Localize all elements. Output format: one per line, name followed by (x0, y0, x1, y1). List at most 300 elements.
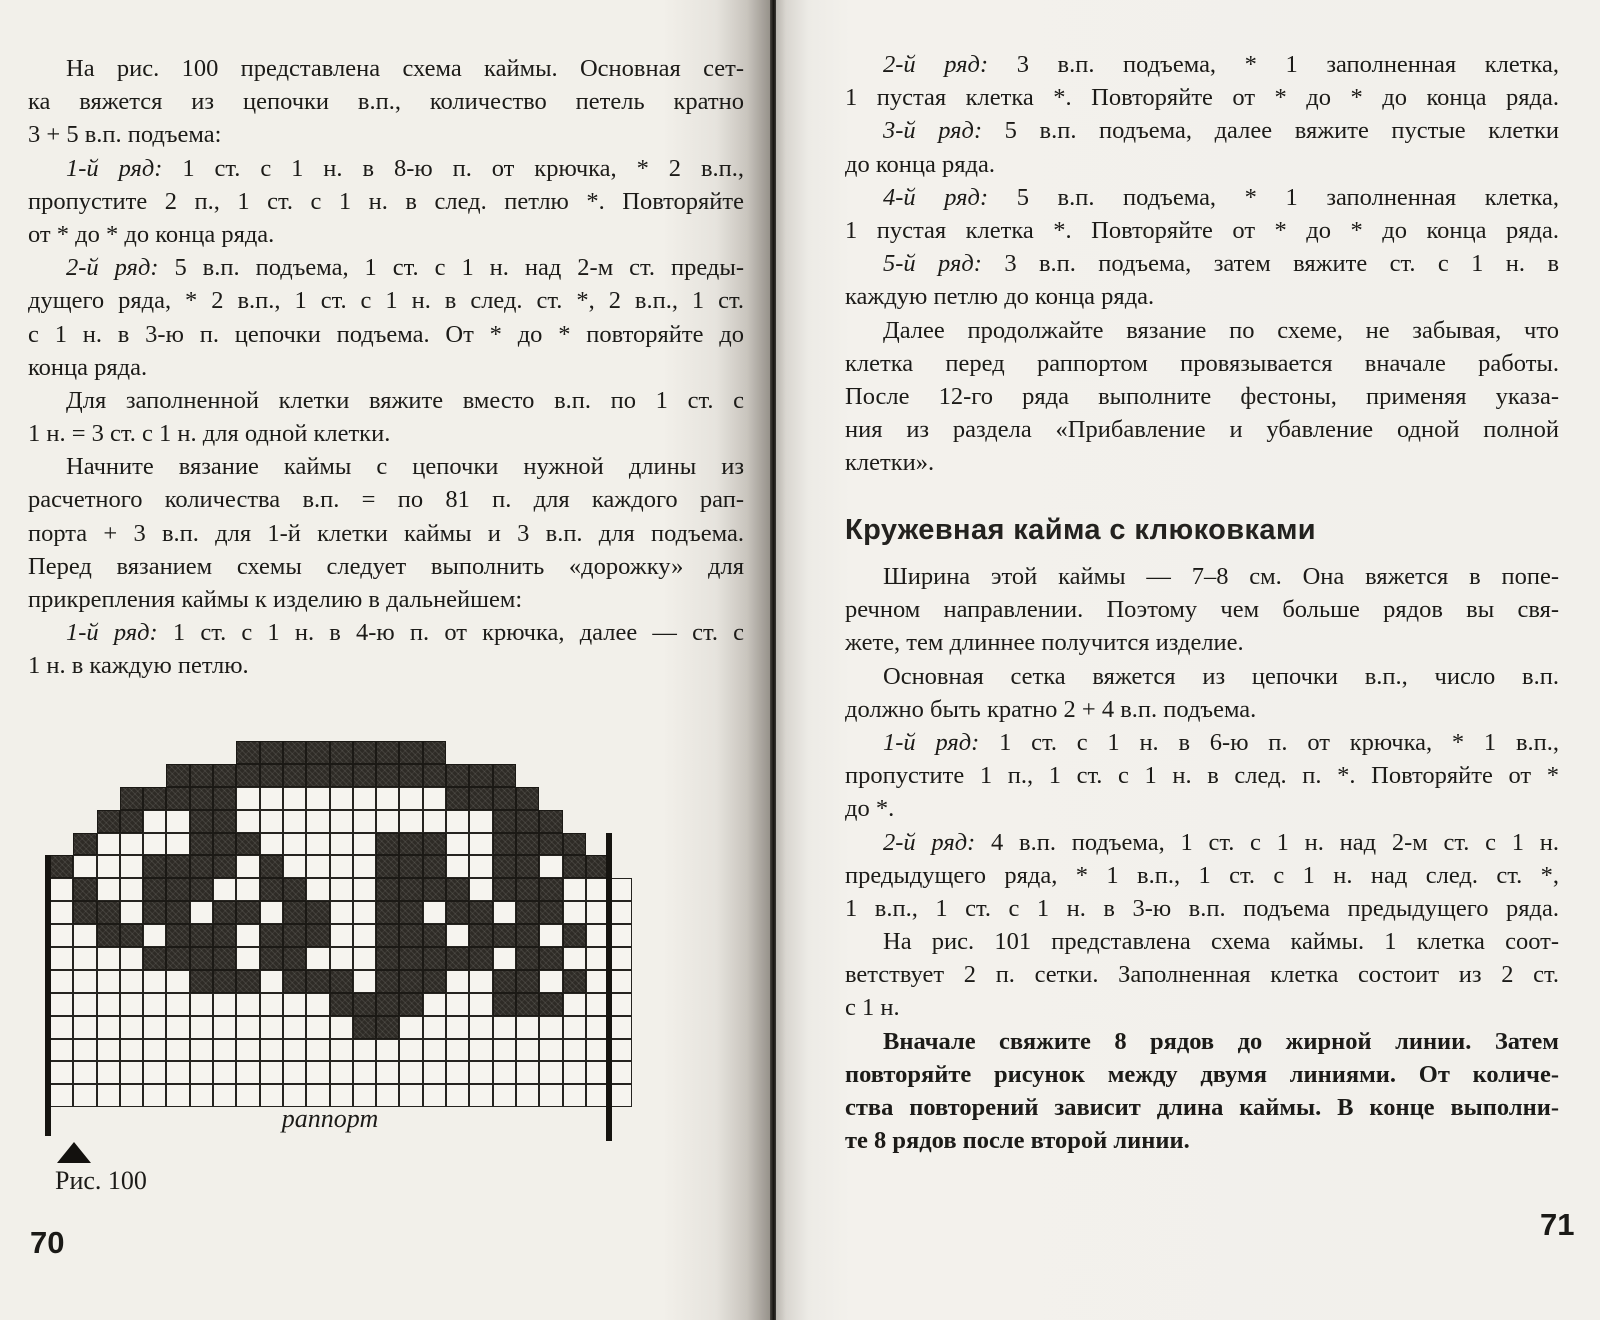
chart-cell-filled (516, 901, 539, 924)
chart-cell-filled (516, 878, 539, 901)
chart-cell-empty (120, 1039, 143, 1062)
chart-cell-empty (260, 833, 283, 856)
chart-cell-filled (260, 741, 283, 764)
chart-cell-empty (330, 855, 353, 878)
text-line: повторяйте рисунок между двумя линиями. От количе- (845, 1060, 1559, 1088)
chart-cell-empty (166, 833, 189, 856)
figure-marker-triangle-icon (57, 1142, 91, 1163)
chart-cell-filled (423, 947, 446, 970)
chart-cell-filled (539, 947, 562, 970)
chart-cell-filled (213, 787, 236, 810)
chart-cell-empty (353, 924, 376, 947)
chart-cell-filled (166, 787, 189, 810)
chart-cell-empty (283, 1016, 306, 1039)
text-line: от * до * до конца ряда. (28, 220, 275, 248)
chart-cell-empty (236, 855, 259, 878)
text-line: 3-й ряд: 5 в.п. подъема, далее вяжите пустые клетки (883, 117, 1559, 145)
chart-cell-filled (469, 947, 492, 970)
chart-cell-filled (376, 855, 399, 878)
chart-cell-filled (493, 993, 516, 1016)
text-line: 4-й ряд: 5 в.п. подъема, * 1 заполненная клетка, (883, 183, 1559, 211)
chart-cell-empty (50, 901, 73, 924)
figure-caption: Рис. 100 (55, 1166, 147, 1195)
chart-cell-empty (516, 1061, 539, 1084)
chart-cell-empty (539, 1084, 562, 1107)
chart-cell-empty (190, 1061, 213, 1084)
chart-cell-empty (306, 833, 329, 856)
chart-cell-empty (563, 1039, 586, 1062)
chart-cell-empty (97, 833, 120, 856)
chart-cell-filled (376, 878, 399, 901)
chart-cell-empty (446, 993, 469, 1016)
chart-cell-empty (353, 1061, 376, 1084)
chart-cell-filled (423, 855, 446, 878)
chart-cell-empty (236, 1061, 259, 1084)
chart-cell-filled (97, 924, 120, 947)
right-page-text-bottom (845, 560, 1559, 1157)
chart-cell-filled (120, 810, 143, 833)
chart-cell-empty (120, 1084, 143, 1107)
chart-cell-filled (143, 901, 166, 924)
chart-cell-filled (376, 993, 399, 1016)
chart-cell-empty (97, 1039, 120, 1062)
chart-cell-empty (469, 833, 492, 856)
text-line: Основная сетка вяжется из цепочки в.п., число в.п. (883, 662, 1559, 690)
chart-cell-empty (493, 1039, 516, 1062)
chart-cell-empty (446, 1039, 469, 1062)
chart-cell-empty (493, 1084, 516, 1107)
chart-cell-empty (306, 947, 329, 970)
chart-cell-empty (446, 833, 469, 856)
chart-cell-filled (190, 787, 213, 810)
chart-cell-empty (260, 810, 283, 833)
chart-cell-empty (423, 810, 446, 833)
chart-cell-filled (283, 741, 306, 764)
chart-cell-filled (539, 810, 562, 833)
chart-cell-empty (190, 1039, 213, 1062)
chart-cell-empty (73, 924, 96, 947)
text-line: 3 + 5 в.п. подъема: (28, 121, 222, 149)
chart-cell-empty (539, 1016, 562, 1039)
chart-cell-empty (73, 993, 96, 1016)
chart-cell-empty (353, 1039, 376, 1062)
text-line: 2-й ряд: 4 в.п. подъема, 1 ст. с 1 н. над 2-м ст. с 1 н. (883, 828, 1559, 856)
chart-cell-filled (539, 901, 562, 924)
chart-cell-filled (190, 947, 213, 970)
chart-cell-filled (50, 855, 73, 878)
chart-cell-empty (236, 787, 259, 810)
text-line: до конца ряда. (845, 150, 995, 178)
chart-cell-empty (73, 970, 96, 993)
chart-cell-filled (213, 855, 236, 878)
chart-cell-empty (493, 901, 516, 924)
chart-cell-filled (563, 924, 586, 947)
chart-cell-filled (330, 741, 353, 764)
chart-cell-filled (376, 901, 399, 924)
chart-cell-filled (353, 1016, 376, 1039)
chart-cell-filled (493, 764, 516, 787)
chart-cell-empty (609, 1061, 632, 1084)
text-line: ства повторений зависит длина каймы. В конце выполни- (845, 1094, 1559, 1121)
chart-cell-filled (376, 947, 399, 970)
chart-cell-filled (213, 924, 236, 947)
chart-cell-empty (120, 993, 143, 1016)
chart-cell-empty (563, 1016, 586, 1039)
chart-cell-filled (399, 764, 422, 787)
chart-cell-empty (236, 1016, 259, 1039)
chart-cell-empty (120, 947, 143, 970)
chart-cell-empty (283, 993, 306, 1016)
text-line: 5-й ряд: 3 в.п. подъема, затем вяжите ст. с 1 н. в (883, 250, 1559, 278)
chart-cell-filled (260, 764, 283, 787)
chart-cell-empty (423, 1016, 446, 1039)
chart-cell-empty (306, 1016, 329, 1039)
chart-cell-empty (330, 833, 353, 856)
text-line: пропустите 1 п., 1 ст. с 1 н. в след. п. *. Повторяйте от * (845, 762, 1559, 790)
chart-cell-filled (330, 993, 353, 1016)
chart-cell-empty (260, 1016, 283, 1039)
chart-cell-empty (423, 901, 446, 924)
text-line: Перед вязанием схемы следует выполнить «дорожку» для (28, 552, 744, 580)
chart-cell-filled (469, 764, 492, 787)
chart-cell-filled (493, 855, 516, 878)
chart-cell-empty (236, 947, 259, 970)
chart-cell-filled (306, 764, 329, 787)
text-line: На рис. 100 представлена схема каймы. Основная сет- (66, 55, 744, 82)
chart-cell-empty (469, 970, 492, 993)
chart-cell-empty (190, 993, 213, 1016)
chart-cell-filled (399, 924, 422, 947)
chart-cell-empty (190, 1084, 213, 1107)
chart-cell-empty (330, 947, 353, 970)
chart-cell-empty (260, 1039, 283, 1062)
chart-cell-filled (190, 810, 213, 833)
chart-cell-empty (609, 924, 632, 947)
chart-cell-empty (306, 1061, 329, 1084)
chart-cell-empty (306, 787, 329, 810)
text-line: Начните вязание каймы с цепочки нужной длины из (66, 453, 744, 481)
chart-cell-empty (423, 787, 446, 810)
chart-cell-empty (469, 1039, 492, 1062)
chart-cell-filled (446, 878, 469, 901)
chart-cell-filled (399, 741, 422, 764)
chart-cell-empty (516, 1084, 539, 1107)
chart-cell-empty (120, 878, 143, 901)
chart-cell-filled (469, 924, 492, 947)
chart-cell-empty (493, 1061, 516, 1084)
left-page (0, 0, 770, 1320)
chart-cell-empty (166, 1084, 189, 1107)
chart-cell-filled (539, 833, 562, 856)
chart-cell-empty (563, 1061, 586, 1084)
chart-cell-filled (446, 764, 469, 787)
chart-cell-empty (609, 1084, 632, 1107)
chart-cell-empty (190, 1016, 213, 1039)
chart-cell-empty (469, 855, 492, 878)
chart-cell-empty (353, 855, 376, 878)
chart-cell-filled (97, 901, 120, 924)
chart-cell-empty (469, 1016, 492, 1039)
chart-cell-empty (120, 855, 143, 878)
chart-cell-filled (493, 810, 516, 833)
chart-cell-filled (166, 947, 189, 970)
text-line: ка вяжется из цепочки в.п., количество петель кратно (28, 88, 744, 116)
chart-cell-empty (469, 993, 492, 1016)
chart-cell-empty (73, 1061, 96, 1084)
chart-cell-empty (236, 878, 259, 901)
chart-cell-filled (423, 970, 446, 993)
chart-cell-empty (143, 833, 166, 856)
chart-cell-empty (330, 878, 353, 901)
chart-cell-empty (283, 1061, 306, 1084)
page-number-left: 70 (30, 1225, 65, 1260)
chart-cell-empty (143, 993, 166, 1016)
chart-cell-empty (469, 810, 492, 833)
chart-cell-empty (376, 1061, 399, 1084)
text-line: ветствует 2 п. сетки. Заполненная клетка состоит из 2 ст. (845, 961, 1559, 989)
chart-cell-filled (399, 855, 422, 878)
chart-cell-filled (563, 970, 586, 993)
chart-cell-empty (213, 878, 236, 901)
chart-cell-empty (143, 924, 166, 947)
chart-cell-filled (330, 970, 353, 993)
chart-cell-empty (539, 1039, 562, 1062)
text-line: 1 в.п., 1 ст. с 1 н. в 3-ю в.п. подъема предыдущего ряда. (845, 894, 1559, 922)
chart-cell-filled (213, 970, 236, 993)
chart-cell-empty (260, 901, 283, 924)
chart-cell-empty (50, 878, 73, 901)
text-line: порта + 3 в.п. для 1-й клетки каймы и 3 в.п. для подъема. (28, 519, 744, 547)
chart-cell-filled (516, 947, 539, 970)
chart-cell-empty (73, 1016, 96, 1039)
chart-cell-filled (190, 764, 213, 787)
chart-cell-empty (446, 924, 469, 947)
chart-cell-filled (376, 833, 399, 856)
chart-cell-empty (516, 1039, 539, 1062)
chart-cell-filled (283, 947, 306, 970)
chart-cell-empty (539, 1061, 562, 1084)
text-line: ния из раздела «Прибавление и убавление одной полной (845, 416, 1559, 444)
chart-cell-empty (330, 1039, 353, 1062)
chart-cell-filled (423, 924, 446, 947)
text-line: 1-й ряд: 1 ст. с 1 н. в 6-ю п. от крючка, * 1 в.п., (883, 728, 1559, 756)
chart-cell-filled (516, 970, 539, 993)
text-line: конца ряда. (28, 353, 148, 381)
chart-cell-empty (236, 1039, 259, 1062)
chart-cell-empty (143, 1039, 166, 1062)
chart-cell-filled (166, 855, 189, 878)
chart-cell-empty (283, 810, 306, 833)
chart-cell-filled (423, 764, 446, 787)
text-line: Вначале свяжите 8 рядов до жирной линии. Затем (883, 1027, 1559, 1055)
chart-cell-empty (446, 1061, 469, 1084)
chart-cell-empty (73, 947, 96, 970)
text-line: 1 н. в каждую петлю. (28, 652, 249, 680)
chart-cell-filled (143, 878, 166, 901)
chart-cell-filled (376, 741, 399, 764)
chart-cell-empty (423, 993, 446, 1016)
text-line: предыдущего ряда, * 1 в.п., 1 ст. с 1 н. над след. ст. *, (845, 861, 1559, 889)
rapport-right-boundary-line (606, 833, 612, 1141)
chart-cell-empty (50, 947, 73, 970)
chart-cell-empty (213, 1039, 236, 1062)
chart-cell-empty (120, 1061, 143, 1084)
chart-cell-filled (493, 787, 516, 810)
chart-cell-empty (120, 970, 143, 993)
chart-cell-empty (399, 787, 422, 810)
chart-cell-filled (353, 993, 376, 1016)
chart-cell-empty (469, 1084, 492, 1107)
chart-cell-empty (97, 947, 120, 970)
text-line: речном направлении. Поэтому чем больше рядов вы свя- (845, 596, 1559, 624)
chart-cell-empty (97, 970, 120, 993)
chart-cell-filled (166, 924, 189, 947)
chart-cell-filled (563, 833, 586, 856)
chart-cell-empty (446, 810, 469, 833)
text-line: с 1 н. в 3-ю п. цепочки подъема. От * до * повторяйте до (28, 320, 744, 348)
right-page (776, 0, 1600, 1320)
chart-cell-empty (73, 855, 96, 878)
chart-cell-empty (166, 993, 189, 1016)
chart-cell-empty (97, 1061, 120, 1084)
chart-cell-empty (330, 1061, 353, 1084)
chart-cell-empty (446, 970, 469, 993)
chart-cell-filled (446, 901, 469, 924)
chart-cell-empty (446, 1016, 469, 1039)
chart-cell-filled (236, 741, 259, 764)
chart-cell-filled (376, 764, 399, 787)
chart-cell-filled (330, 764, 353, 787)
chart-cell-filled (236, 901, 259, 924)
chart-cell-empty (73, 1084, 96, 1107)
chart-cell-filled (143, 947, 166, 970)
chart-cell-filled (260, 855, 283, 878)
chart-cell-filled (516, 787, 539, 810)
chart-cell-empty (330, 810, 353, 833)
chart-cell-filled (399, 993, 422, 1016)
chart-cell-empty (353, 901, 376, 924)
chart-cell-filled (260, 924, 283, 947)
text-line: После 12-го ряда выполните фестоны, применяя указа- (845, 382, 1559, 410)
chart-cell-empty (376, 1039, 399, 1062)
chart-cell-empty (283, 1039, 306, 1062)
chart-cell-empty (306, 993, 329, 1016)
chart-cell-filled (166, 878, 189, 901)
chart-cell-empty (423, 1039, 446, 1062)
chart-cell-filled (306, 901, 329, 924)
chart-cell-empty (609, 993, 632, 1016)
chart-cell-empty (609, 1016, 632, 1039)
text-line: Ширина этой каймы — 7–8 см. Она вяжется в попе- (883, 563, 1559, 590)
chart-cell-filled (516, 810, 539, 833)
chart-cell-empty (283, 855, 306, 878)
text-line: 1-й ряд: 1 ст. с 1 н. в 4-ю п. от крючка, далее — ст. с (66, 619, 744, 647)
chart-cell-filled (516, 993, 539, 1016)
chart-cell-empty (50, 924, 73, 947)
chart-cell-empty (563, 947, 586, 970)
chart-cell-filled (190, 970, 213, 993)
chart-cell-empty (143, 810, 166, 833)
chart-cell-empty (236, 993, 259, 1016)
chart-cell-filled (353, 764, 376, 787)
text-line: Далее продолжайте вязание по схеме, не забывая, что (883, 316, 1559, 344)
chart-cell-filled (376, 924, 399, 947)
chart-cell-empty (306, 810, 329, 833)
chart-cell-filled (213, 810, 236, 833)
left-page-text (28, 52, 744, 683)
text-line: 1-й ряд: 1 ст. с 1 н. в 8-ю п. от крючка, * 2 в.п., (66, 154, 744, 182)
chart-cell-empty (97, 855, 120, 878)
chart-cell-filled (423, 741, 446, 764)
text-line: каждую петлю до конца ряда. (845, 283, 1155, 311)
chart-cell-filled (353, 741, 376, 764)
text-line: дущего ряда, * 2 в.п., 1 ст. с 1 н. в след. ст. *, 2 в.п., 1 ст. (28, 287, 744, 315)
chart-cell-filled (376, 1016, 399, 1039)
chart-cell-filled (120, 787, 143, 810)
chart-cell-empty (609, 1039, 632, 1062)
text-line: пропустите 2 п., 1 ст. с 1 н. в след. петлю *. Повторяйте (28, 187, 744, 215)
right-page-text-top (845, 48, 1559, 479)
chart-cell-filled (143, 787, 166, 810)
chart-cell-filled (213, 901, 236, 924)
chart-cell-filled (143, 855, 166, 878)
chart-cell-empty (399, 1061, 422, 1084)
chart-cell-empty (563, 993, 586, 1016)
chart-cell-empty (353, 810, 376, 833)
chart-cell-empty (120, 1016, 143, 1039)
rapport-left-boundary-line (45, 855, 51, 1136)
chart-cell-empty (330, 1016, 353, 1039)
chart-cell-filled (539, 993, 562, 1016)
chart-cell-empty (446, 855, 469, 878)
chart-cell-empty (143, 1061, 166, 1084)
chart-cell-empty (353, 970, 376, 993)
chart-cell-empty (50, 1039, 73, 1062)
text-line: жете, тем длиннее получится изделие. (845, 629, 1244, 657)
chart-cell-filled (493, 970, 516, 993)
chart-cell-filled (469, 901, 492, 924)
text-line: расчетного количества в.п. = по 81 п. для каждого рап- (28, 486, 744, 514)
chart-cell-filled (423, 878, 446, 901)
chart-cell-filled (399, 878, 422, 901)
chart-cell-empty (353, 947, 376, 970)
chart-cell-empty (260, 1061, 283, 1084)
chart-cell-empty (306, 855, 329, 878)
rapport-label: раппорт (281, 1104, 379, 1133)
chart-cell-empty (609, 947, 632, 970)
chart-cell-empty (260, 787, 283, 810)
chart-cell-filled (73, 878, 96, 901)
chart-cell-filled (493, 833, 516, 856)
chart-cell-filled (283, 901, 306, 924)
chart-cell-empty (236, 924, 259, 947)
chart-cell-empty (260, 970, 283, 993)
chart-cell-empty (213, 1061, 236, 1084)
chart-cell-empty (376, 787, 399, 810)
chart-cell-empty (97, 1016, 120, 1039)
page-number-right: 71 (1540, 1207, 1575, 1242)
chart-cell-empty (143, 970, 166, 993)
text-line: с 1 н. (845, 994, 900, 1022)
chart-cell-empty (166, 1061, 189, 1084)
text-line: должно быть кратно 2 + 4 в.п. подъема. (845, 695, 1257, 723)
text-line: На рис. 101 представлена схема каймы. 1 клетка соот- (883, 928, 1559, 956)
chart-cell-empty (166, 810, 189, 833)
chart-cell-empty (120, 833, 143, 856)
chart-cell-filled (190, 878, 213, 901)
chart-cell-filled (213, 947, 236, 970)
chart-cell-filled (516, 855, 539, 878)
